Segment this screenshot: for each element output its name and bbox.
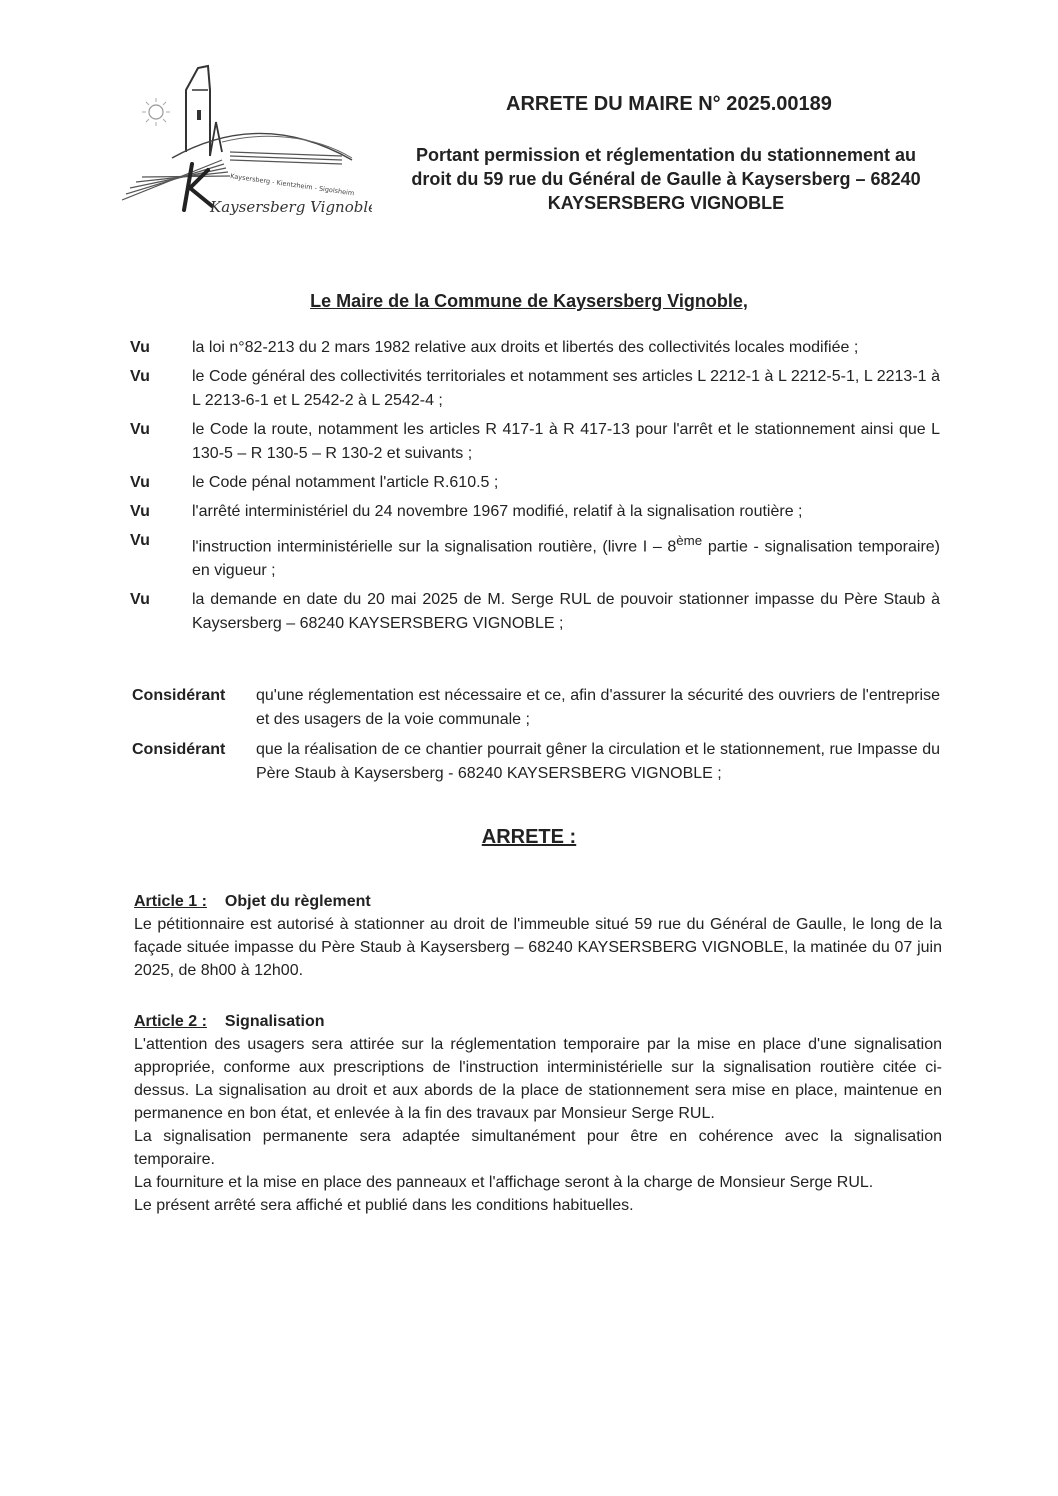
- vu-label: Vu: [130, 591, 150, 609]
- maire-heading: Le Maire de la Commune de Kaysersberg Vignoble,: [310, 291, 748, 311]
- vu-label: Vu: [130, 339, 150, 356]
- article-heading: [134, 891, 942, 913]
- vu-text-part: partie - signalisation temporaire) en vigueur ;: [192, 538, 940, 580]
- vu-text-part: l'instruction interministérielle sur la signalisation routière, (livre I – 8: [192, 538, 677, 556]
- vu-label: Vu: [130, 503, 150, 520]
- vu-label: Vu: [130, 474, 150, 491]
- vu-item: [130, 336, 940, 360]
- logo-small-text: Kaysersberg - Kientzheim - Sigolsheim: [229, 172, 355, 198]
- superscript: ème: [676, 533, 703, 548]
- vu-text: la demande en date du 20 mai 2025 de M. Serge RUL de pouvoir stationner impasse du Père Staub à Kaysersberg – 68240 KAYSERSBERG VIGNOBLE ;: [192, 591, 940, 633]
- considerant-item: [132, 738, 940, 786]
- article-paragraph: La fourniture et la mise en place des panneaux et l'affichage seront à la charge de Monsieur Serge RUL.: [134, 1174, 874, 1191]
- subtitle-line: droit du 59 rue du Général de Gaulle à Kaysersberg – 68240: [411, 169, 921, 189]
- decree-subtitle: [396, 143, 936, 215]
- vu-text: le Code la route, notamment les articles R 417-1 à R 417-13 pour l'arrêt et le stationnement ainsi que L 130-5 – R 130-5 – R 130-2 et suivants ;: [192, 421, 940, 462]
- vu-item: [130, 471, 940, 495]
- vu-text: la loi n°82-213 du 2 mars 1982 relative aux droits et libertés des collectivités locales modifiée ;: [192, 339, 859, 356]
- article-heading: [134, 1011, 942, 1033]
- vu-text: le Code général des collectivités territoriales et notamment ses articles L 2212-1 à L 2212-5-1, L 2213-1 à L 2213-6-1 et L 2542-2 à L 2542-4 ;: [192, 368, 940, 409]
- subtitle-line: Portant permission et réglementation du stationnement au: [415, 145, 917, 165]
- article-paragraph: La signalisation permanente sera adaptée simultanément pour être en cohérence avec la signalisation temporaire.: [134, 1128, 942, 1168]
- vu-item: [130, 365, 940, 413]
- article-paragraph: Le pétitionnaire est autorisé à stationner au droit de l'immeuble situé 59 rue du Général de Gaulle, le long de la façade située impasse du Père Staub à Kaysersberg – 68240 KAYSERSBERG VIGNOBLE, la matinée du 07 juin 2025, de 8h00 à 12h00.: [134, 916, 942, 979]
- vu-label: Vu: [130, 368, 150, 385]
- logo-script-text: Kaysersberg Vignoble: [210, 198, 372, 216]
- article-body: [134, 1033, 942, 1217]
- article-number: Article 2 :: [134, 1013, 207, 1030]
- vu-text: [192, 529, 940, 583]
- subtitle-line: KAYSERSBERG VIGNOBLE: [547, 193, 785, 213]
- vu-label: Vu: [130, 532, 150, 549]
- vu-item: [130, 588, 940, 636]
- considerant-text: que la réalisation de ce chantier pourrait gêner la circulation et le stationnement, rue Impasse du Père Staub à Kaysersberg - 68240 KAYSERSBERG VIGNOBLE ;: [256, 741, 940, 782]
- considerant-text: qu'une réglementation est nécessaire et ce, afin d'assurer la sécurité des ouvriers de l'entreprise et des usagers de la voie communale ;: [256, 687, 940, 728]
- article-2: [134, 1011, 942, 1217]
- vu-item: [130, 418, 940, 466]
- vu-text: l'arrêté interministériel du 24 novembre 1967 modifié, relatif à la signalisation routière ;: [192, 503, 803, 520]
- vu-label: Vu: [130, 421, 150, 438]
- considerant-list: [132, 684, 940, 792]
- considerant-item: [132, 684, 940, 732]
- considerant-label: Considérant: [132, 741, 226, 758]
- article-paragraph: Le présent arrêté sera affiché et publié dans les conditions habituelles.: [134, 1197, 634, 1214]
- logo-icon: [112, 60, 372, 230]
- vu-item: [130, 500, 940, 524]
- article-title: Signalisation: [224, 1013, 325, 1030]
- arrete-heading: ARRETE :: [481, 826, 577, 848]
- decree-title: ARRETE DU MAIRE N° 2025.00189: [506, 93, 832, 115]
- article-title: Objet du règlement: [224, 893, 371, 910]
- vu-list: [130, 336, 940, 641]
- kaysersberg-vignoble-logo: [112, 60, 372, 230]
- vu-text: le Code pénal notamment l'article R.610.5 ;: [192, 474, 499, 491]
- vu-item: [130, 529, 940, 583]
- article-number: Article 1 :: [134, 893, 207, 910]
- article-1: [134, 891, 942, 982]
- considerant-label: Considérant: [132, 687, 226, 704]
- article-body: [134, 913, 942, 982]
- article-paragraph: L'attention des usagers sera attirée sur la réglementation temporaire par la mise en place d'une signalisation appropriée, conforme aux prescriptions de l'instruction interministérielle sur la signalisation routière citée ci-dessus. La signalisation au droit et aux abords de la place de stationnement sera mise en place, maintenue en permanence en bon état, et enlevée à la fin des travaux par Monsieur Serge RUL.: [134, 1036, 942, 1122]
